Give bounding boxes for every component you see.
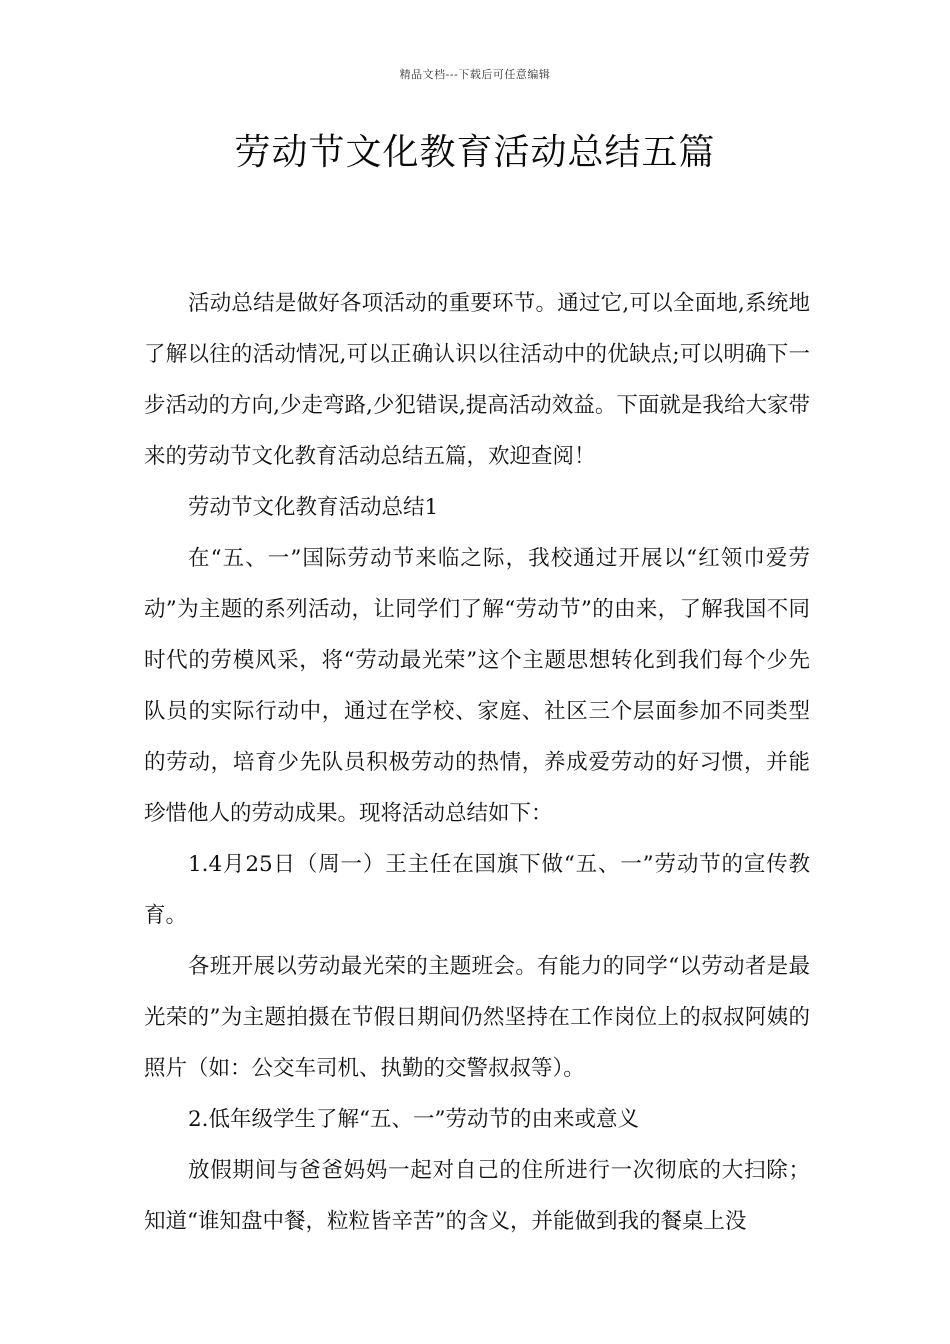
header-note: 精品文档---下载后可任意编辑 [399,68,551,81]
section-heading-1: 劳动节文化教育活动总结1 [188,495,439,520]
body-paragraph: 各班开展以劳动最光荣的主题班会。有能力的同学“以劳动者是最光荣的”为主题拍摄在节假日期间仍然坚持在工作岗位上的叔叔阿姨的照片（如：公交车司机、执勤的交警叔叔等）。 [144,954,810,1081]
document-body [144,278,810,1247]
document-title: 劳动节文化教育活动总结五篇 [234,132,716,173]
intro-paragraph: 活动总结是做好各项活动的重要环节。通过它,可以全面地,系统地了解以往的活动情况,可以正确认识以往活动中的优缺点;可以明确下一步活动的方向,少走弯路,少犯错误,提高活动效益。下面就是我给大家带来的劳动节文化教育活动总结五篇，欢迎查阅！ [144,291,810,469]
body-paragraph: 在“五、一”国际劳动节来临之际，我校通过开展以“红领巾爱劳动”为主题的系列活动，让同学们了解“劳动节”的由来，了解我国不同时代的劳模风采，将“劳动最光荣”这个主题思想转化到我们每个少先队员的实际行动中，通过在学校、家庭、社区三个层面参加不同类型的劳动，培育少先队员积极劳动的热情，养成爱劳动的好习惯，并能珍惜他人的劳动成果。现将活动总结如下： [144,546,810,826]
list-item-1: 1.4月25日（周一）王主任在国旗下做“五、一”劳动节的宣传教育。 [144,852,810,928]
list-item-2: 2.低年级学生了解“五、一”劳动节的由来或意义 [188,1107,639,1132]
body-paragraph: 放假期间与爸爸妈妈一起对自己的住所进行一次彻底的大扫除；知道“谁知盘中餐，粒粒皆辛苦”的含义，并能做到我的餐桌上没 [144,1158,810,1234]
